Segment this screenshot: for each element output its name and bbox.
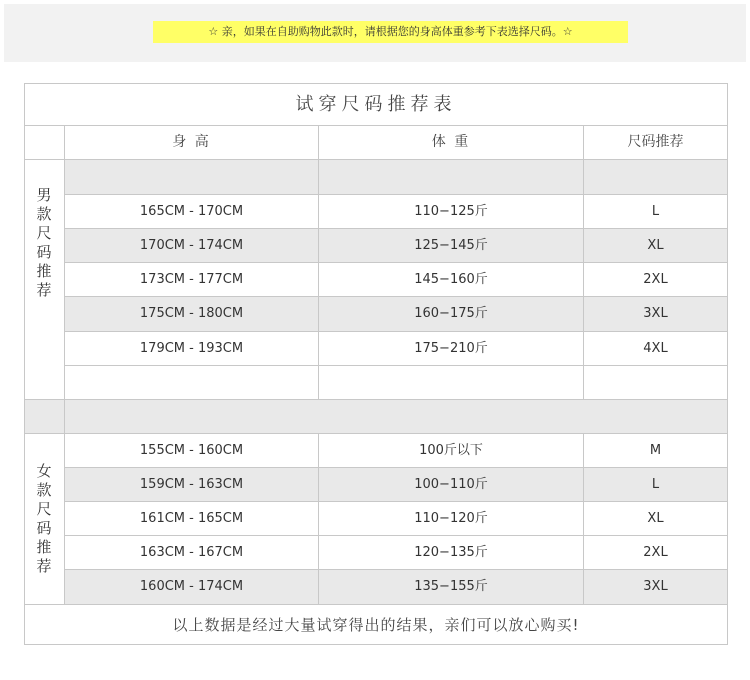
side-char: 推	[36, 262, 52, 280]
table-cell: 100斤以下	[419, 443, 483, 458]
table-cell: 3XL	[643, 306, 668, 321]
table-cell: 2XL	[643, 272, 668, 287]
header-weight: 体 重	[431, 134, 471, 150]
header-height: 身 高	[172, 134, 211, 150]
table-cell: 159CM - 163CM	[139, 477, 244, 492]
side-char: 码	[36, 519, 52, 537]
table-cell: 175−210斤	[414, 341, 488, 356]
notice-banner: ☆ 亲，如果在自助购物此款时，请根据您的身高体重参考下表选择尺码。☆	[153, 21, 628, 43]
side-char: 尺	[36, 500, 52, 518]
side-char: 荐	[36, 557, 52, 575]
grid-line	[24, 399, 728, 400]
table-cell: 2XL	[643, 545, 668, 560]
table-cell: M	[649, 443, 662, 458]
side-char: 女	[36, 462, 52, 480]
table-cell: XL	[647, 238, 664, 253]
table-cell: XL	[647, 511, 664, 526]
table-cell: 170CM - 174CM	[139, 238, 244, 253]
table-cell: 161CM - 165CM	[139, 511, 244, 526]
women-section-label	[24, 462, 64, 576]
table-cell: 160−175斤	[414, 306, 488, 321]
side-char: 男	[36, 186, 52, 204]
men-section-label	[24, 186, 64, 300]
table-cell: 120−135斤	[414, 545, 488, 560]
side-char: 码	[36, 243, 52, 261]
grid-line	[24, 159, 728, 160]
footer-note: 以上数据是经过大量试穿得出的结果，亲们可以放心购买!	[172, 616, 580, 634]
table-cell: 165CM - 170CM	[139, 204, 244, 219]
table-cell: 4XL	[643, 341, 668, 356]
table-cell: 135−155斤	[414, 579, 488, 594]
side-char: 推	[36, 538, 52, 556]
table-cell: 160CM - 174CM	[139, 579, 244, 594]
side-char: 款	[36, 205, 52, 223]
side-char: 尺	[36, 224, 52, 242]
table-cell: 155CM - 160CM	[139, 443, 244, 458]
table-cell: L	[651, 204, 660, 219]
side-char: 荐	[36, 281, 52, 299]
table-cell: 175CM - 180CM	[139, 306, 244, 321]
table-cell: 3XL	[643, 579, 668, 594]
side-char: 款	[36, 481, 52, 499]
table-cell: 100−110斤	[414, 477, 488, 492]
table-cell: 110−125斤	[414, 204, 488, 219]
table-cell: 163CM - 167CM	[139, 545, 244, 560]
header-size: 尺码推荐	[627, 134, 684, 150]
grid-line	[64, 365, 728, 366]
table-cell: 145−160斤	[414, 272, 488, 287]
table-cell: L	[651, 477, 660, 492]
table-cell: 179CM - 193CM	[139, 341, 244, 356]
table-cell: 173CM - 177CM	[139, 272, 244, 287]
table-title: 试穿尺码推荐表	[295, 94, 457, 115]
table-cell: 110−120斤	[414, 511, 488, 526]
table-cell: 125−145斤	[414, 238, 488, 253]
